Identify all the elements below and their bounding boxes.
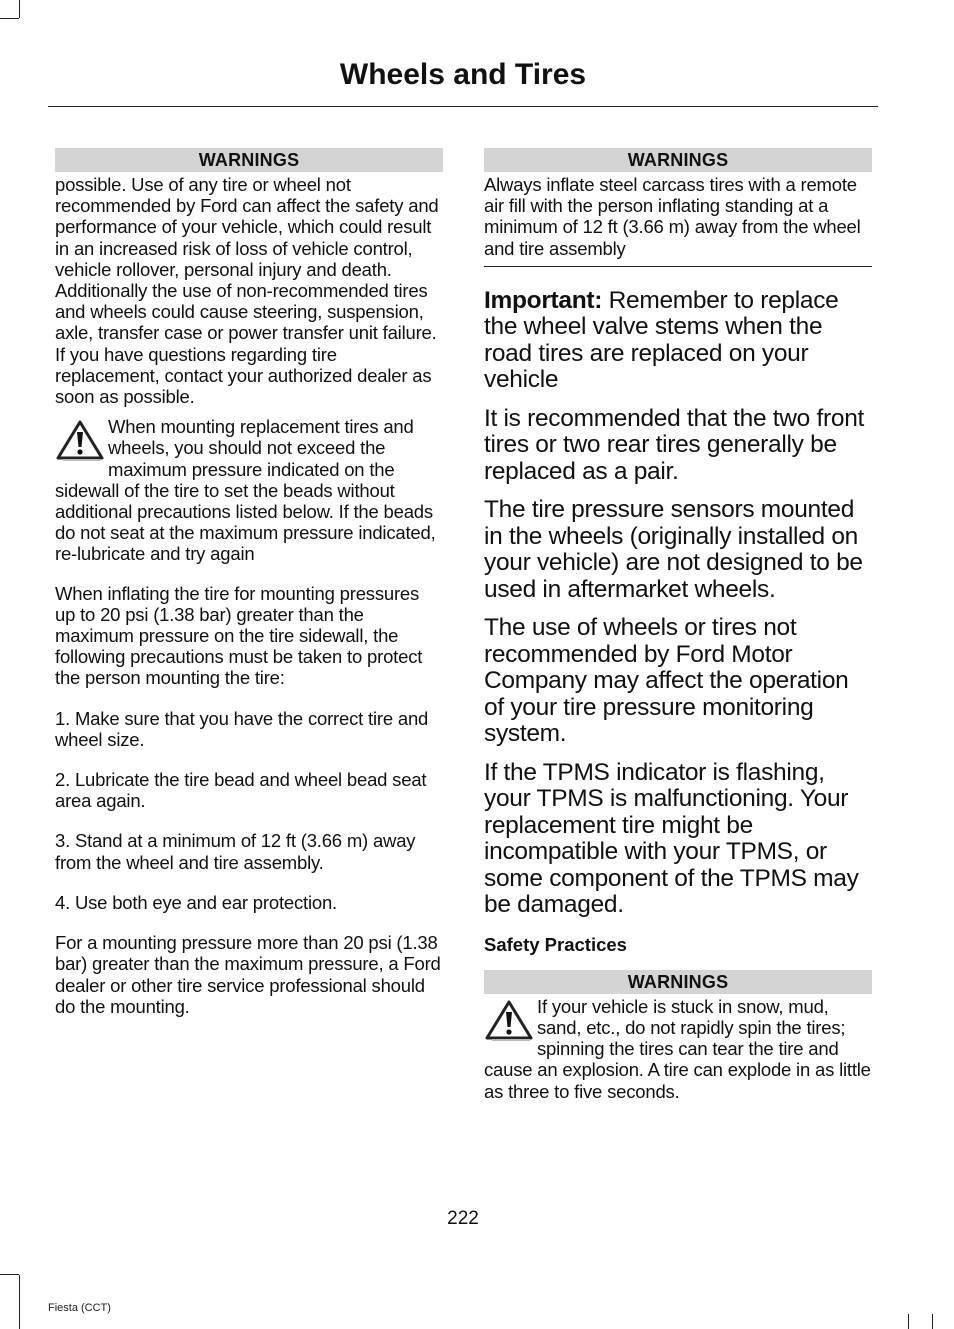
warning-triangle-icon bbox=[484, 998, 534, 1042]
warnings-header: WARNINGS bbox=[55, 148, 443, 172]
step-1: 1. Make sure that you have the correct tire and wheel size. bbox=[55, 707, 429, 750]
steel-carcass-warning: Always inflate steel carcass tires with a remote air fill with the person inflating standing at a minimum of 12 ft (3.66 m) away from the wheel and tire assembly bbox=[484, 174, 861, 259]
safety-practices-heading: Safety Practices bbox=[484, 933, 627, 955]
step-3: 3. Stand at a minimum of 12 ft (3.66 m) away from the wheel and tire assembly. bbox=[55, 830, 416, 873]
crop-mark bbox=[908, 1314, 909, 1329]
sensors-paragraph: The tire pressure sensors mounted in the wheels (originally installed on your vehicle) are not designed to be used in aftermarket wheels. bbox=[484, 496, 863, 603]
tpms-paragraph: If the TPMS indicator is flashing, your TPMS is malfunctioning. Your replacement tire might be incompatible with your TPMS, or some component of the TPMS may be damaged. bbox=[484, 758, 859, 919]
dealer-paragraph: For a mounting pressure more than 20 psi (1.38 bar) greater than the maximum pressure, a Ford dealer or other tire service professional should do the mounting. bbox=[55, 932, 441, 1017]
important-text: Remember to replace the wheel valve stems when the road tires are replaced on your vehicle bbox=[484, 286, 839, 394]
use-paragraph: The use of wheels or tires not recommended by Ford Motor Company may affect the operation of your tire pressure monitoring system. bbox=[484, 614, 849, 748]
warning-block bbox=[484, 996, 872, 1102]
warnings-header: WARNINGS bbox=[484, 148, 872, 172]
warning-divider bbox=[484, 266, 872, 267]
right-column bbox=[484, 148, 872, 1102]
pair-paragraph: It is recommended that the two front tires or two rear tires generally be replaced as a pair. bbox=[484, 404, 865, 485]
crop-mark bbox=[0, 1274, 19, 1275]
crop-mark bbox=[19, 1275, 20, 1329]
page-number: 222 bbox=[447, 1208, 479, 1229]
warning-mounting-text: When mounting replacement tires and wheels, you should not exceed the maximum pressure indicated on the sidewall of the tire to set the beads without additional precautions listed below. If the beads do not seat at the maximum pressure indicated, re-lubricate and try again bbox=[55, 416, 436, 565]
crop-mark bbox=[19, 0, 20, 18]
crop-mark bbox=[0, 18, 19, 19]
step-2: 2. Lubricate the tire bead and wheel bead seat area again. bbox=[55, 769, 427, 812]
warning-continued-text: possible. Use of any tire or wheel not recommended by Ford can affect the safety and performance of your vehicle, which could result in an increased risk of loss of vehicle control, vehicle rollover, personal injury and death. Additionally the use of non-recommended tires and wheels could cause steering, suspension, axle, transfer case or power transfer unit failure. If you have questions regarding tire replacement, contact your authorized dealer as soon as possible. bbox=[55, 174, 439, 408]
stuck-vehicle-warning: If your vehicle is stuck in snow, mud, sand, etc., do not rapidly spin the tires; spinning the tires can tear the tire and cause an explosion. A tire can explode in as little as three to five seconds. bbox=[484, 995, 871, 1102]
footer-model: Fiesta (CCT) bbox=[48, 1302, 111, 1314]
important-label: Important: bbox=[484, 286, 603, 314]
important-note bbox=[484, 288, 872, 394]
warning-block bbox=[55, 416, 443, 564]
crop-mark bbox=[932, 1314, 933, 1329]
warnings-header: WARNINGS bbox=[484, 970, 872, 994]
title-divider bbox=[48, 106, 878, 107]
page-title: Wheels and Tires bbox=[339, 58, 587, 91]
warning-triangle-icon bbox=[55, 418, 105, 462]
inflating-paragraph: When inflating the tire for mounting pressures up to 20 psi (1.38 bar) greater than the maximum pressure on the tire sidewall, the following precautions must be taken to protect the person mounting the tire: bbox=[55, 582, 423, 689]
left-column bbox=[55, 148, 443, 1017]
step-4: 4. Use both eye and ear protection. bbox=[55, 891, 337, 913]
